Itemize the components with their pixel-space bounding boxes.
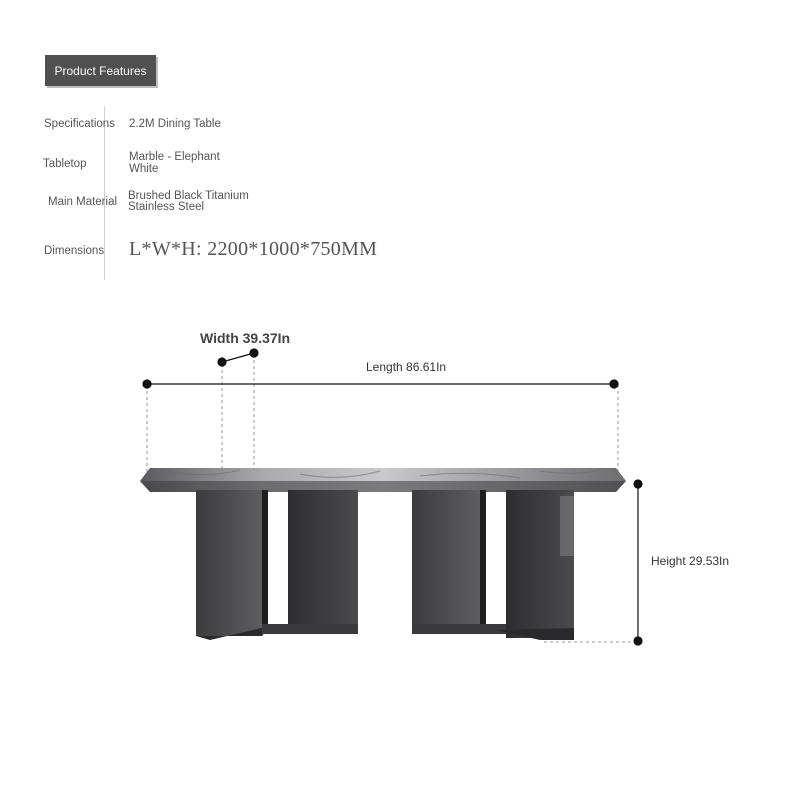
spec-label-tabletop: Tabletop — [43, 158, 87, 170]
table-legs — [196, 490, 574, 640]
spec-label-dimensions: Dimensions — [44, 245, 105, 257]
spec-label-main-material: Main Material — [48, 196, 118, 208]
height-label: Height 29.53In — [651, 554, 730, 568]
width-label: Width 39.37In — [200, 330, 291, 346]
product-features-badge: Product Features — [45, 55, 156, 86]
spec-value-material-line2: Stainless Steel — [128, 201, 205, 213]
spec-value-dimensions: L*W*H: 2200*1000*750MM — [129, 238, 378, 260]
spec-value-specifications: 2.2M Dining Table — [129, 118, 221, 130]
spec-value-material-line1: Brushed Black Titanium — [128, 190, 249, 202]
spec-value-tabletop-line1: Marble - Elephant — [129, 151, 220, 163]
width-dimension — [218, 349, 258, 366]
spec-label-specifications: Specifications — [44, 118, 115, 130]
length-label: Length 86.61In — [366, 360, 447, 374]
spec-value-tabletop-line2: White — [129, 163, 159, 175]
height-dimension — [634, 480, 642, 645]
marble-tabletop — [140, 468, 626, 492]
length-dimension — [143, 380, 618, 388]
